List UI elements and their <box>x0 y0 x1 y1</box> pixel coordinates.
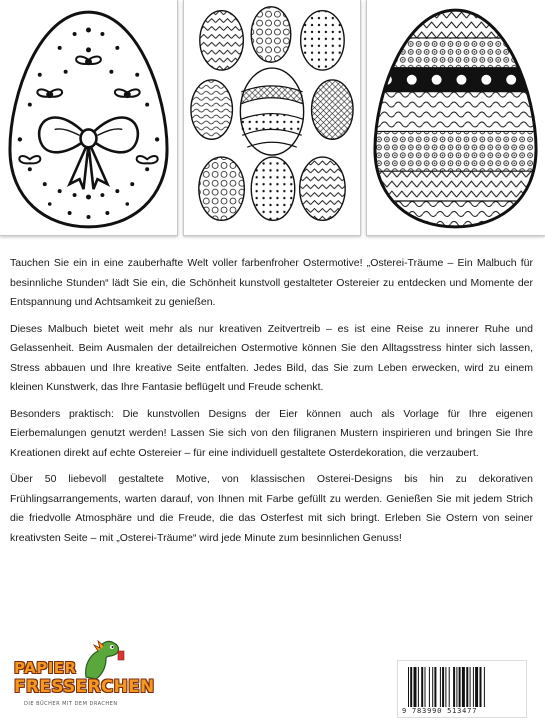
barcode-number: 9 783990 513477 <box>402 707 478 715</box>
barcode-bar <box>445 667 446 707</box>
isbn-barcode <box>397 660 527 718</box>
barcode-bars <box>406 667 520 707</box>
barcode-bar <box>484 667 485 707</box>
logo-line-2: FRESSERCHEN <box>14 677 155 697</box>
barcode-bar <box>462 667 465 707</box>
book-description <box>10 254 533 555</box>
dragon-icon <box>76 637 126 681</box>
bow-egg-illustration <box>0 0 178 236</box>
barcode-bar <box>418 667 419 707</box>
barcode-bar <box>473 667 474 707</box>
barcode-bar <box>480 667 482 707</box>
barcode-bar <box>414 667 417 707</box>
mandala-egg-illustration <box>366 0 545 236</box>
barcode-bar <box>421 667 423 707</box>
barcode-bar <box>449 667 450 707</box>
barcode-bar <box>466 667 468 707</box>
barcode-bar <box>434 667 436 707</box>
description-paragraph-1: Tauchen Sie ein in eine zauberhafte Welt voller farbenfroher Ostermotive! „Osterei-Träume – Ein Malbuch für besinnliche Stunden“ lädt Sie ein, die Schönheit kunstvoll gestalteter Ostereier zu entdecken und Momente der Entspannung und Achtsamkeit zu genießen. <box>10 257 533 308</box>
mandala-egg-drawing <box>367 0 545 235</box>
barcode-bar <box>408 667 409 707</box>
barcode-bar <box>442 667 444 707</box>
barcode-bar <box>475 667 478 707</box>
bow-egg-drawing <box>0 0 177 235</box>
egg-collage-illustration <box>183 0 361 236</box>
barcode-bar <box>470 667 471 707</box>
egg-collage-drawing <box>184 0 360 235</box>
barcode-bar <box>432 667 433 707</box>
barcode-bar <box>410 667 412 707</box>
barcode-bar <box>459 667 461 707</box>
description-paragraph-3: Besonders praktisch: Die kunstvollen Designs der Eier können auch als Vorlage für Ihre eigenen Eierbemalungen genutzt werden! Lassen Sie sich von den filigranen Mustern inspirieren und bringen Sie Ihre Kreationen direkt auf echte Ostereier – für eine individuell gestaltete Osterdekoration, die verzaubert. <box>10 407 533 459</box>
dots-pattern <box>18 28 160 219</box>
publisher-logo <box>10 637 155 717</box>
logo-tagline: DIE BÜCHER MIT DEM DRACHEN <box>24 701 118 707</box>
barcode-bar <box>425 667 426 707</box>
description-paragraph-4: Über 50 liebevoll gestaltete Motive, von klassischen Osterei-Designs bis hin zu dekorativen Frühlingsarrangements, warten darauf, von Ihnen mit Farbe gefüllt zu werden. Genießen Sie mit jedem Strich die friedvolle Atmosphäre und die Freude, die das Osterfest mit sich bringt. Erleben Sie Ostern von seiner kreativsten Seite – mit „Osterei-Träume“ wird jede Minute zum besinnlichen Genuss! <box>10 473 533 544</box>
logo-line-1: PAPIER <box>14 659 77 677</box>
barcode-bar <box>440 667 441 707</box>
big-bow <box>39 118 138 190</box>
barcode-bar <box>429 667 430 707</box>
description-paragraph-2: Dieses Malbuch bietet weit mehr als nur kreativen Zeitvertreib – es ist eine Reise zu innerer Ruhe und Gelassenheit. Beim Ausmalen der detailreichen Ostermotive können Sie den Alltagsstress hinter sich lassen, Stress abbauen und Ihre kreative Seite entfalten. Jedes Bild, das Sie zum Leben erwecken, wird zu einem kleinen Kunstwerk, das Ihre Fantasie beflügelt und Freude schenkt. <box>10 322 533 393</box>
barcode-bar <box>456 667 457 707</box>
barcode-bar <box>453 667 455 707</box>
